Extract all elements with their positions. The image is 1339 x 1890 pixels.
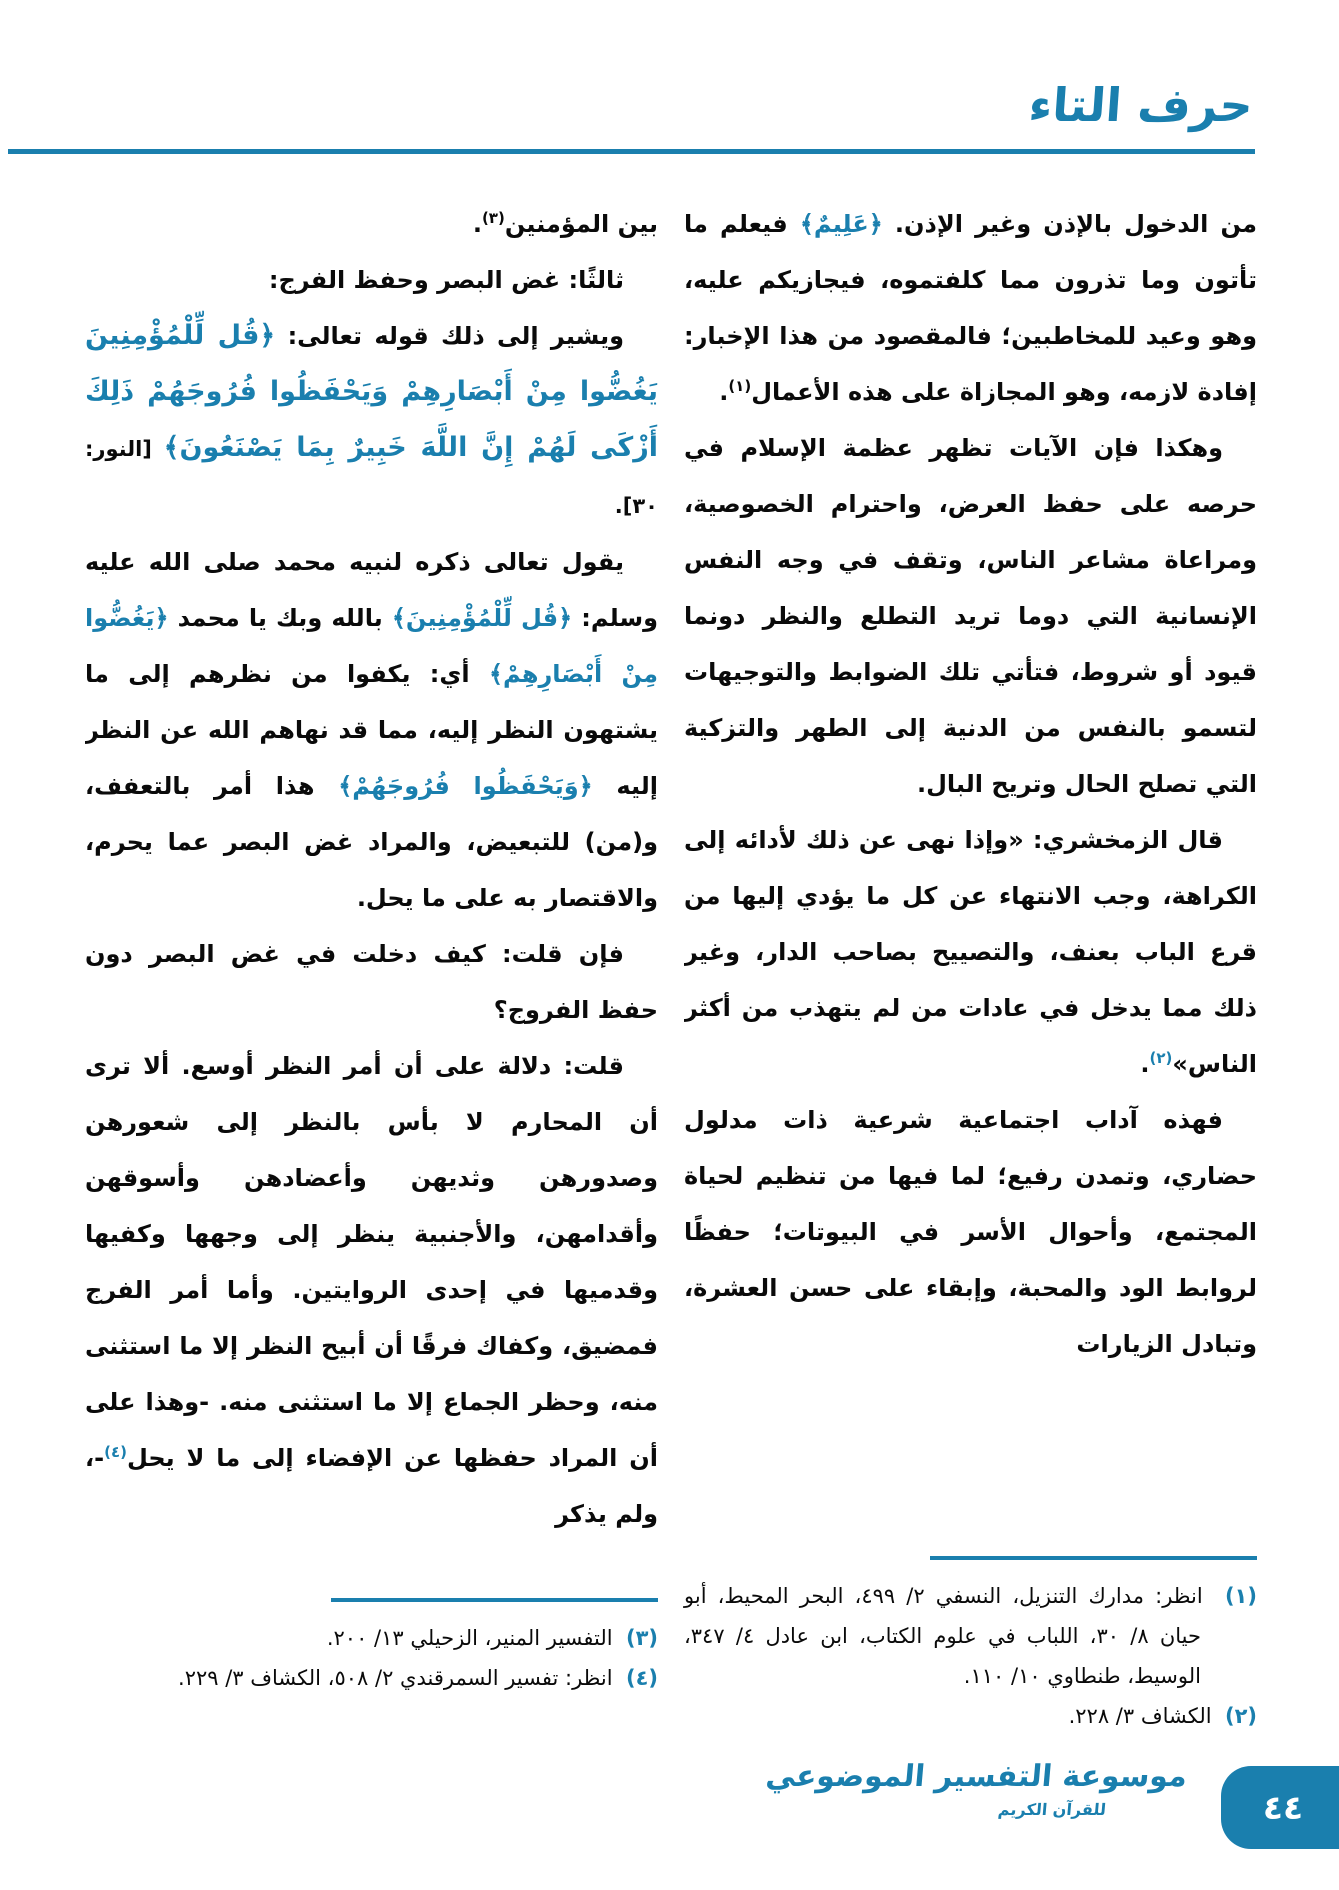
footnote-text: الكشاف ٣/ ٢٢٨. (1068, 1704, 1212, 1728)
body-text: ويشير إلى ذلك قوله تعالى: (275, 322, 624, 350)
footnote-text: التفسير المنير، الزحيلي ١٣/ ٢٠٠. (326, 1626, 613, 1650)
paragraph-with-verse (85, 308, 658, 534)
paragraph-continuation (85, 196, 658, 252)
footnote-number: (٤) (625, 1666, 658, 1690)
encyclopedia-logo (764, 1759, 1189, 1819)
quran-verse-inline: ﴿عَلِيمٌ﴾ (799, 210, 883, 238)
paragraph: فإن قلت: كيف دخلت في غض البصر دون حفظ الفروج؟ (85, 940, 658, 1024)
footnotes-left-column (85, 1598, 658, 1698)
footnote-ref-2: (٢) (1149, 1049, 1173, 1067)
footnote-item (684, 1696, 1257, 1736)
footnote-item (85, 1658, 658, 1698)
footnote-item (85, 1618, 658, 1658)
footnote-number: (٣) (625, 1626, 658, 1650)
paragraph (85, 534, 658, 926)
paragraph (85, 1038, 658, 1542)
body-text: . (472, 210, 482, 238)
body-text: قال الزمخشري: «وإذا نهى عن ذلك لأدائه إلى الكراهة، وجب الانتهاء عن كل ما يؤدي إليها من قرع الباب بعنف، والتصييح بصاحب الدار، وغير ذلك مما يدخل في عادات من لم يتهذب من أكثر الناس» (684, 826, 1257, 1078)
footnote-ref-4: (٤) (104, 1443, 127, 1461)
footnote-number: (١) (1224, 1584, 1257, 1608)
body-text: -، ولم يذكر (85, 1444, 658, 1528)
footnote-item (684, 1576, 1257, 1696)
verse-reference: [النور: ٣٠]. (85, 437, 658, 518)
footnote-separator (930, 1556, 1257, 1560)
body-text: يقول تعالى ذكره لنبيه محمد صلى الله عليه وسلم: (85, 548, 658, 632)
body-text: فيعلم ما تأتون وما تذرون مما كلفتموه، فيجازيكم عليه، وهو وعيد للمخاطبين؛ فالمقصود من هذا الإخبار: إفادة لازمه، وهو المجازاة على هذه الأعمال (684, 210, 1257, 406)
quran-verse-inline: ﴿وَيَحْفَظُوا فُرُوجَهُمْ﴾ (338, 772, 593, 800)
footnote-separator (331, 1598, 658, 1602)
paragraph: فهذه آداب اجتماعية شرعية ذات مدلول حضاري، وتمدن رفيع؛ لما فيها من تنظيم لحياة المجتمع، وأحوال الأسر في البيوتات؛ حفظًا لروابط الود والمحبة، وإبقاء على حسن العشرة، وتبادل الزيارات (684, 1106, 1257, 1358)
body-text: هذا أمر بالتعفف، و(من) للتبعيض، والمراد غض البصر عما يحرم، والاقتصار به على ما يحل. (85, 772, 658, 912)
paragraph-continuation (684, 196, 1257, 420)
footnote-ref-1: (١) (728, 377, 752, 395)
body-text: من الدخول بالإذن وغير الإذن. (882, 210, 1257, 238)
footnotes-right-column (684, 1556, 1257, 1736)
text-columns (85, 196, 1257, 1578)
body-text: بين المؤمنين (504, 210, 658, 238)
footnote-number: (٢) (1224, 1704, 1257, 1728)
body-text: . (1140, 1050, 1150, 1078)
quran-verse-inline: ﴿قُل لِّلْمُؤْمِنِينَ﴾ (391, 604, 573, 632)
body-text: قلت: دلالة على أن أمر النظر أوسع. ألا ترى أن المحارم لا بأس بالنظر إلى شعورهن وصدورهن وثديهن وأعضادهن وأسوقهن وأقدامهن، والأجنبية ينظر إلى وجهها وكفيها وقدميها في إحدى الروايتين. وأما أمر الفرج فمضيق، وكفاك فرقًا أن أبيح النظر إلا ما استثنى منه، وحظر الجماع إلا ما استثنى منه. -وهذا على أن المراد حفظها عن الإفضاء إلى ما لا يحل (85, 1052, 658, 1472)
quran-verse-block: ﴿قُل لِّلْمُؤْمِنِينَ يَغُضُّوا مِنْ أَبْصَارِهِمْ وَيَحْفَظُوا فُرُوجَهُمْ ذَلِكَ أَزْكَى لَهُمْ إِنَّ اللَّهَ خَبِيرٌ بِمَا يَصْنَعُونَ﴾ (85, 320, 658, 463)
paragraph: وهكذا فإن الآيات تظهر عظمة الإسلام في حرصه على حفظ العرض، واحترام الخصوصية، ومراعاة مشاعر الناس، وتقف في وجه النفس الإنسانية التي دوما تريد التطلع والنظر دونما قيود أو شروط، فتأتي تلك الضوابط والتوجيهات لتسمو بالنفس من الدنية إلى الطهر والتزكية التي تصلح الحال وتريح البال. (684, 434, 1257, 798)
page-number-badge (1221, 1766, 1339, 1849)
logo-title-calligraphy: موسوعة التفسير الموضوعي (764, 1759, 1189, 1794)
column-left (85, 196, 658, 1578)
header-divider-rule (8, 149, 1255, 154)
column-right (684, 196, 1257, 1536)
section-heading: ثالثًا: غض البصر وحفظ الفرج: (268, 266, 624, 294)
chapter-header-title: حرف التاء (1027, 78, 1255, 132)
logo-subtitle-calligraphy: للقرآن الكريم (997, 1800, 1107, 1819)
page-number: ٤٤ (1262, 1788, 1304, 1827)
footnote-text: انظر: تفسير السمرقندي ٢/ ٥٠٨، الكشاف ٣/ ٢٢٩. (178, 1666, 613, 1690)
footnote-text: انظر: مدارك التنزيل، النسفي ٢/ ٤٩٩، البحر المحيط، أبو حيان ٨/ ٣٠، اللباب في علوم الكتاب، ابن عادل ٤/ ٣٤٧، الوسيط، طنطاوي ١٠/ ١١٠. (684, 1584, 1203, 1688)
body-text: أي: يكفوا من نظرهم إلى ما يشتهون النظر إليه، مما قد نهاهم الله عن النظر إليه (85, 660, 658, 800)
paragraph (684, 812, 1257, 1092)
body-text: . (719, 378, 729, 406)
quran-verse-inline: ﴿يَغُضُّوا مِنْ أَبْصَارِهِمْ﴾ (85, 604, 658, 688)
body-text: بالله وبك يا محمد (168, 604, 392, 632)
footnote-ref-3: (٣) (481, 209, 505, 227)
